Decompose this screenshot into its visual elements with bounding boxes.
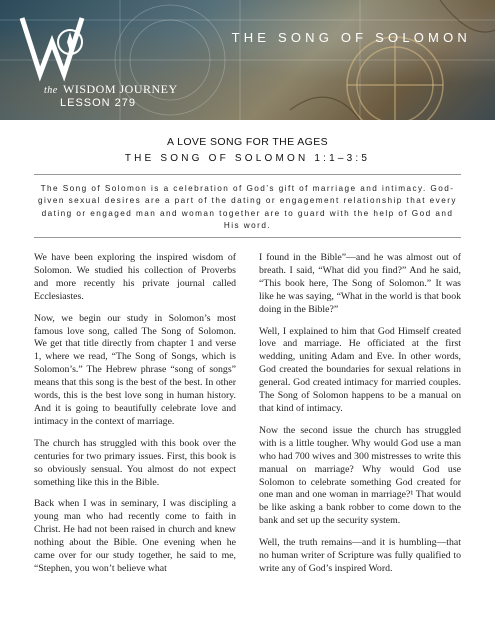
scripture-passage: THE SONG OF SOLOMON 1:1–3:5 (124, 153, 371, 164)
lesson-subtitle: A LOVE SONG FOR THE AGES (166, 136, 329, 148)
wisdom-journey-logo-icon (18, 12, 98, 82)
paragraph: I found in the Bible”—and he was almost out of breath. I said, “What did you find?” And he said, “This book here, The Song of Solomon.” It was like he was saying, “What in the world is that book doing in the Bible?” (259, 252, 461, 315)
paragraph: Now the second issue the church has struggled with is a little tougher. Why would God use a man who had 700 wives and 300 mistresses to write this manual on marriage? Why would God use Solomon to celebrate something God created for one man and one woman in marriage?¹ That would be like asking a bank robber to come down to the bank and set up the security system. (259, 424, 461, 527)
body-column-left (34, 252, 236, 585)
paragraph: Back when I was in seminary, I was discipling a young man who had recently come to faith in Christ. He had not been raised in church and knew nothing about the Bible. One evening when he came over for our study together, he said to me, “Stephen, you won’t believe what (34, 498, 236, 574)
paragraph: Well, the truth remains—and it is humbling—that no human writer of Scripture was fully qualified to write any of God’s inspired Word. (259, 537, 461, 574)
paragraph: We have been exploring the inspired wisdom of Solomon. We studied his collection of Proverbs and more recently his private journal called Ecclesiastes. (34, 252, 236, 302)
paragraph: Well, I explained to him that God Himself created love and marriage. He officiated at the first wedding, uniting Adam and Eve. In other words, God created the boundaries for sexual relations in general. God created intimacy for married couples. The Song of Solomon happens to be a manual on that kind of intimacy. (259, 325, 461, 414)
header-banner (0, 0, 495, 120)
series-name-main: WISDOM JOURNEY (63, 82, 178, 96)
banner-title: THE SONG OF SOLOMON (231, 30, 471, 45)
body-column-right (259, 252, 461, 585)
lesson-number: LESSON 279 (60, 97, 137, 109)
lesson-summary: The Song of Solomon is a celebration of God’s gift of marriage and intimacy. God-given sexual desires are a part of the dating or engagement relationship that every dating or engaged man and woman together are to guard with the help of God and His word. (34, 174, 461, 238)
paragraph: The church has struggled with this book over the centuries for two primary issues. First, this book is so obviously sensual. You almost do not expect something like this in the Bible. (34, 437, 236, 488)
paragraph: Now, we begin our study in Solomon’s most famous love song, called The Song of Solomon. We get that title directly from chapter 1 and verse 1, where we read, “The Song of Songs, which is Solomon’s.” The Hebrew phrase “song of songs” means that this song is the best of the best. In other words, this is the best love song in human history. And it is going to beautifully celebrate love and intimacy in the context of marriage. (34, 312, 236, 427)
series-name-prefix: the (44, 85, 58, 96)
series-name (44, 82, 178, 97)
